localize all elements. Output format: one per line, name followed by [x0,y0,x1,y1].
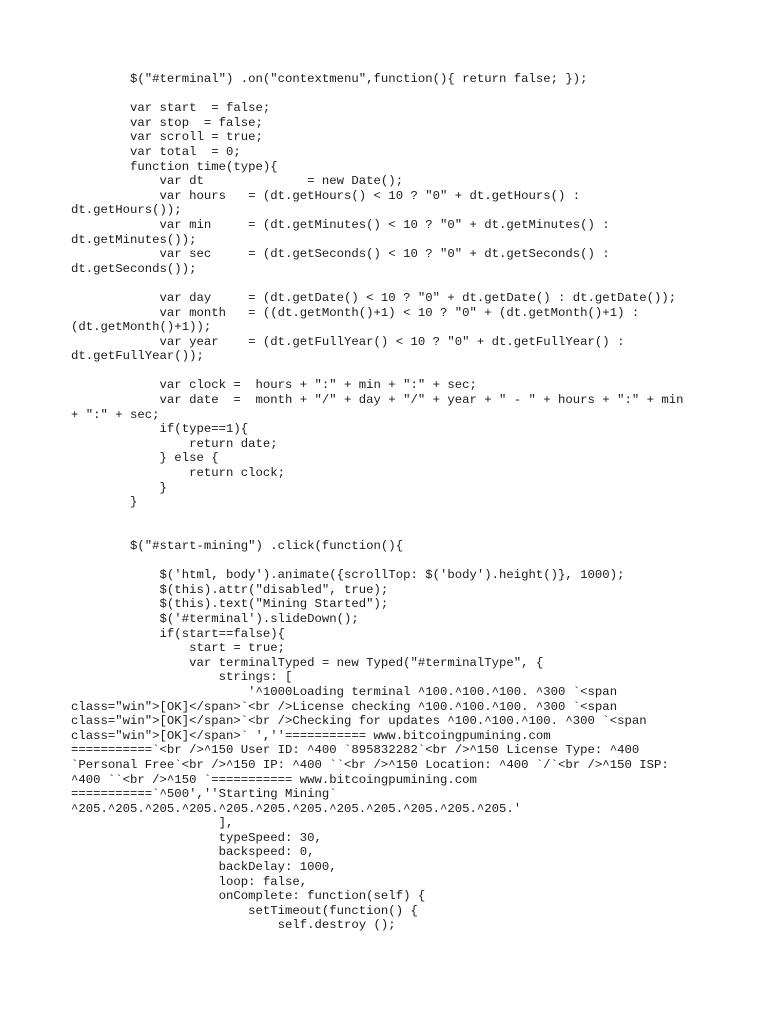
code-line: var min = (dt.getMinutes() < 10 ? "0" + dt.getMinutes() : [71,217,610,232]
code-line: self.destroy (); [71,918,396,933]
code-line: var stop = false; [71,115,263,130]
code-line: $('html, body').animate({scrollTop: $('body').height()}, 1000); [71,568,625,583]
code-line: backDelay: 1000, [71,860,337,875]
code-listing [71,72,711,933]
code-line: $("#terminal") .on("contextmenu",function(){ return false; }); [71,72,588,86]
code-line: setTimeout(function() { [71,903,418,918]
code-line [71,276,711,291]
code-line: strings: [ [71,670,293,685]
code-line: return date; [71,436,278,451]
code-line [71,554,711,569]
code-line: dt.getHours()); [71,203,182,218]
code-line: loop: false, [71,874,308,889]
code-line: class="win">[OK]</span>` ',''=========== www.bitcoingpumining.com [71,728,551,743]
code-line: if(start==false){ [71,626,286,641]
code-line: } else { [71,451,219,466]
code-line: onComplete: function(self) { [71,889,426,904]
code-line: var date = month + "/" + day + "/" + year + " - " + hours + ":" + min [71,393,684,408]
code-line: function time(type){ [71,159,278,174]
code-line: } [71,495,138,510]
code-line: var total = 0; [71,144,241,159]
code-line: $('#terminal').slideDown(); [71,611,359,626]
code-line: ===========`^500',''Starting Mining` [71,787,337,802]
code-line: backspeed: 0, [71,845,315,860]
code-line: dt.getFullYear()); [71,349,204,364]
code-line: ^205.^205.^205.^205.^205.^205.^205.^205.^205.^205.^205.^205.' [71,801,522,816]
code-line: dt.getMinutes()); [71,232,197,247]
code-line: $(this).text("Mining Started"); [71,597,389,612]
code-line: var terminalTyped = new Typed("#terminalType", { [71,655,544,670]
code-line: } [71,480,167,495]
code-line: if(type==1){ [71,422,249,437]
code-line: ], [71,816,234,831]
code-line: var sec = (dt.getSeconds() < 10 ? "0" + dt.getSeconds() : [71,247,610,262]
code-line: start = true; [71,641,286,656]
code-line: (dt.getMonth()+1)); [71,320,212,335]
code-line: return clock; [71,466,286,481]
code-line: ===========`<br />^150 User ID: ^400 `895832282`<br />^150 License Type: ^400 [71,743,640,758]
code-line: typeSpeed: 30, [71,830,322,845]
code-line: var hours = (dt.getHours() < 10 ? "0" + dt.getHours() : [71,188,581,203]
code-line [71,524,711,539]
code-line: var scroll = true; [71,130,263,145]
code-line: $("#start-mining") .click(function(){ [71,539,404,553]
code-line: var day = (dt.getDate() < 10 ? "0" + dt.getDate() : dt.getDate()); [71,290,677,305]
code-line: var start = false; [71,101,271,116]
code-line: + ":" + sec; [71,407,160,422]
code-line: var year = (dt.getFullYear() < 10 ? "0" + dt.getFullYear() : [71,334,625,349]
code-line: var month = ((dt.getMonth()+1) < 10 ? "0" + (dt.getMonth()+1) : [71,305,640,320]
code-line: dt.getSeconds()); [71,261,197,276]
code-line [71,364,711,379]
code-line: var clock = hours + ":" + min + ":" + sec; [71,378,477,393]
code-line [71,510,711,525]
code-line: $(this).attr("disabled", true); [71,582,389,597]
code-line [71,87,711,102]
code-line: class="win">[OK]</span>`<br />License checking ^100.^100.^100. ^300 `<span [71,699,618,714]
code-line: `Personal Free`<br />^150 IP: ^400 ``<br />^150 Location: ^400 `/`<br />^150 ISP: [71,757,669,772]
code-line: '^1000Loading terminal ^100.^100.^100. ^300 `<span [71,684,618,699]
code-line: ^400 ``<br />^150 `=========== www.bitcoingpumining.com [71,772,477,787]
code-line: var dt = new Date(); [71,174,404,189]
code-line: class="win">[OK]</span>`<br />Checking for updates ^100.^100.^100. ^300 `<span [71,714,647,729]
